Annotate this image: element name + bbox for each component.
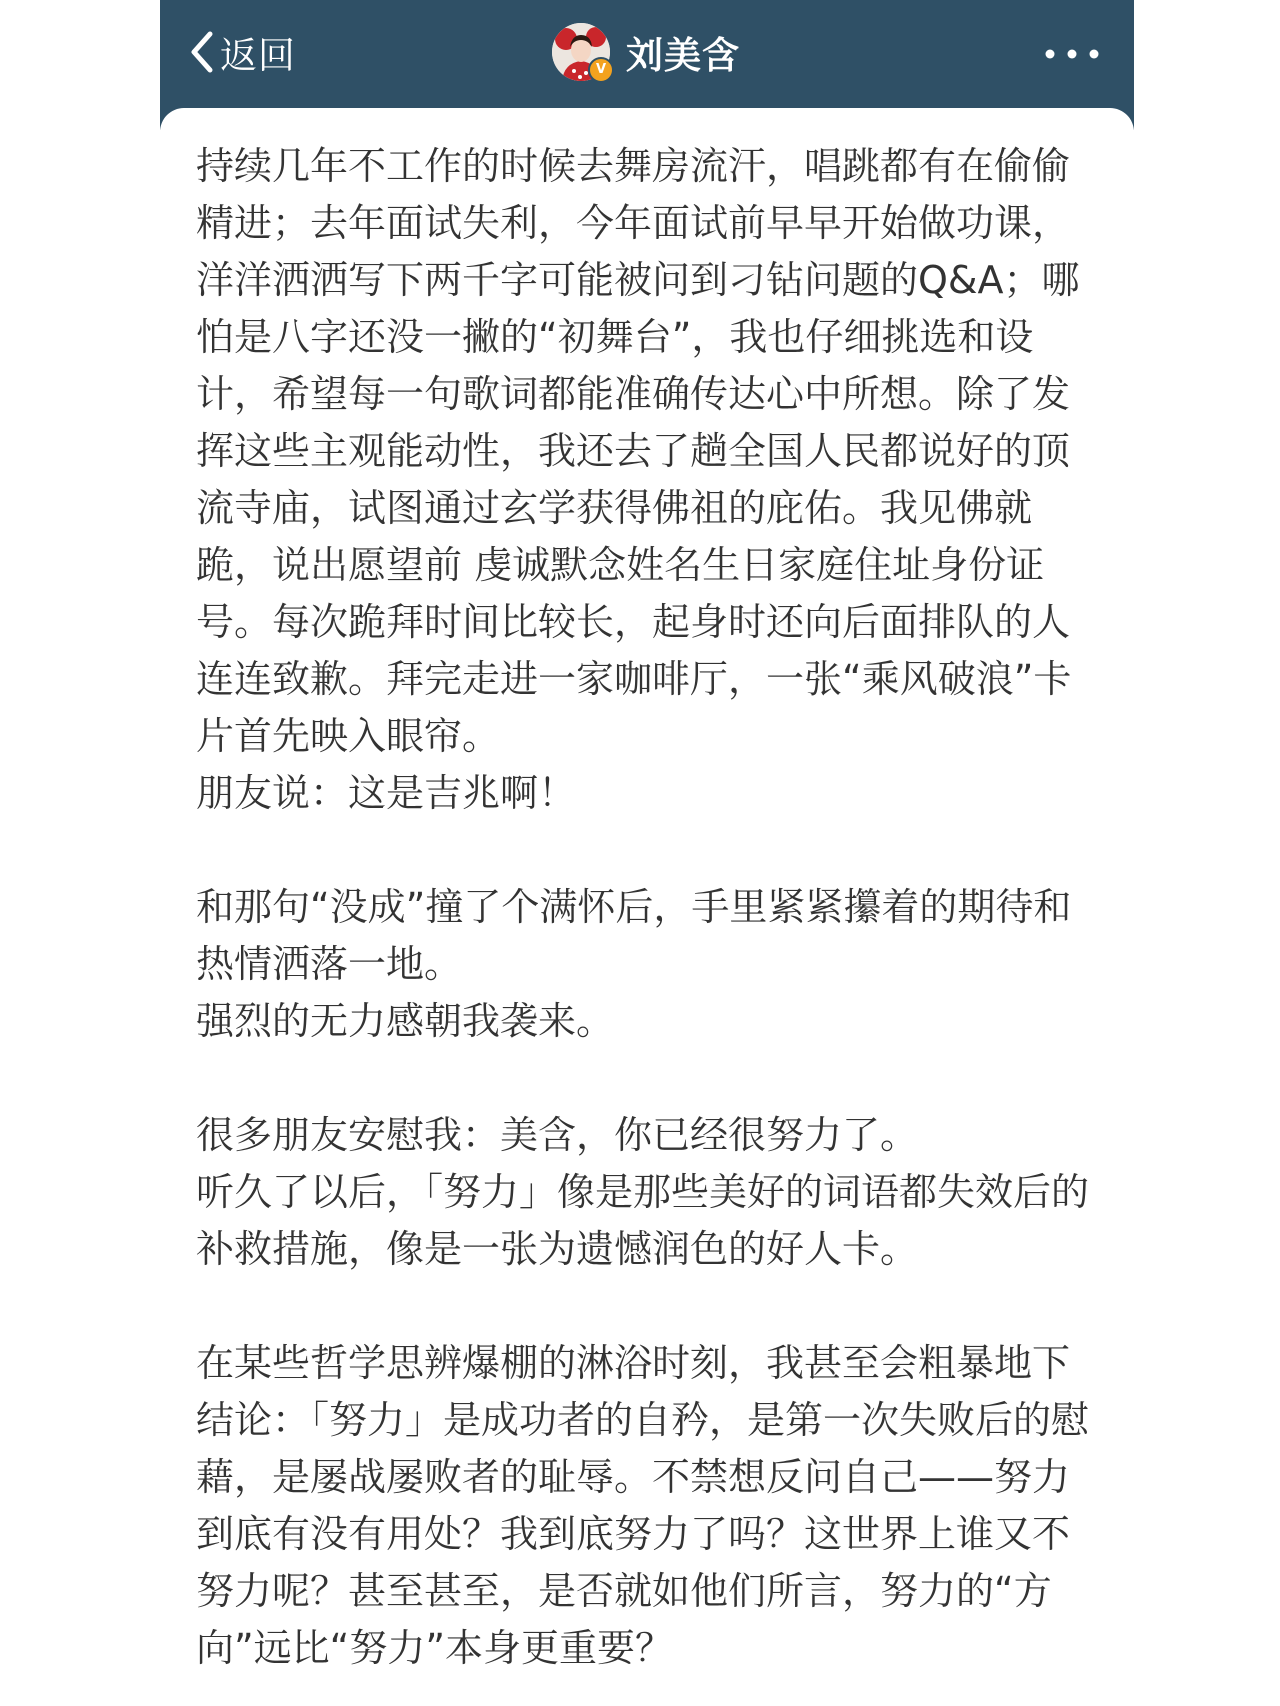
post-paragraph: 很多朋友安慰我：美含，你已经很努力了。 [196,1113,919,1157]
username: 刘美含 [626,34,740,77]
post-body [196,138,1096,1677]
back-button[interactable] [186,24,296,80]
post-paragraph: 持续几年不工作的时候去舞房流汗，唱跳都有在偷偷精进；去年面试失利，今年面试前早早开始做功课，洋洋洒洒写下两千字可能被问到刁钻问题的Q&A；哪怕是八字还没一撇的“初舞台”，我也仔细挑选和设计，希望每一句歌词都能准确传达心中所想。除了发挥这些主观能动性，我还去了趟全国人民都说好的顶流寺庙，试图通过玄学获得佛祖的庇佑。我见佛就跪，说出愿望前 虔诚默念姓名生日家庭住址身份证号。每次跪拜时间比较长，起身时还向后面排队的人连连致歉。拜完走进一家咖啡厅，一张“乘风破浪”卡片首先映入眼帘。 [196,144,1080,758]
paragraph-spacer [196,1050,1096,1107]
paragraph-spacer [196,1278,1096,1335]
chevron-left-icon [186,28,216,76]
post-paragraph: 朋友说：这是吉兆啊！ [196,771,577,815]
user-info[interactable] [552,22,740,82]
verified-badge: V [588,57,614,83]
more-button[interactable] [1042,40,1102,68]
app-screen [160,0,1134,1706]
avatar[interactable] [552,23,610,81]
back-label: 返回 [220,34,296,77]
post-paragraph: 在某些哲学思辨爆棚的淋浴时刻，我甚至会粗暴地下结论：「努力」是成功者的自矜，是第一次失败后的慰藉，是屡战屡败者的耻辱。不禁想反问自己——努力到底有没有用处？我到底努力了吗？这世界上谁又不努力呢？甚至甚至，是否就如他们所言，努力的“方向”远比“努力”本身更重要？ [196,1341,1090,1670]
post-content-sheet [160,108,1134,1706]
more-dots-icon [1042,40,1102,68]
post-paragraph: 强烈的无力感朝我袭来。 [196,999,615,1043]
post-paragraph: 听久了以后，「努力」像是那些美好的词语都失效后的补救措施，像是一张为遗憾润色的好人卡。 [196,1170,1090,1271]
paragraph-spacer [196,822,1096,879]
post-paragraph: 和那句“没成”撞了个满怀后，手里紧紧攥着的期待和热情洒落一地。 [196,885,1072,986]
